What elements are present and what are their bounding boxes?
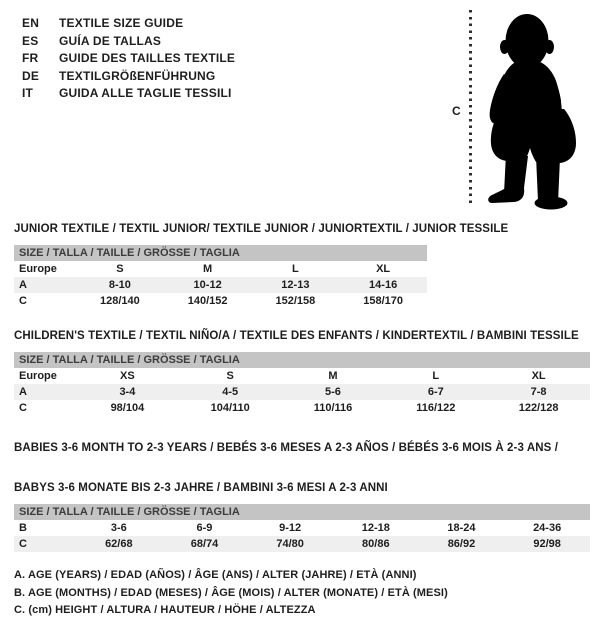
toddler-silhouette-image <box>480 4 595 211</box>
table-cell: M <box>203 263 213 275</box>
table-row <box>14 400 590 416</box>
table-cell: 12-13 <box>252 277 340 293</box>
babies-size-table <box>14 504 590 552</box>
table-cell: 158/170 <box>363 295 403 307</box>
size-table <box>14 520 590 552</box>
table-cell: 86/92 <box>419 536 505 552</box>
language-code: ES <box>22 33 39 48</box>
table-row <box>14 368 590 384</box>
language-row <box>22 33 235 51</box>
table-cell: 122/128 <box>518 402 559 414</box>
language-title: GUIDA ALLE TAGLIE TESSILI <box>59 86 232 100</box>
table-cell: 9-12 <box>279 522 302 534</box>
table-cell: 68/74 <box>162 536 248 552</box>
legend-line-a: A. AGE (YEARS) / EDAD (AÑOS) / ÂGE (ANS) / ALTER (JAHRE) / ETÀ (ANNI) <box>14 569 417 581</box>
language-row <box>22 85 235 103</box>
table-header-bar: SIZE / TALLA / TAILLE / GRÖSSE / TAGLIA <box>14 504 590 520</box>
table-cell: 104/110 <box>210 402 250 414</box>
table-cell: XL <box>376 263 391 275</box>
row-label-cell: A <box>14 277 76 293</box>
table-header-bar: SIZE / TALLA / TAILLE / GRÖSSE / TAGLIA <box>14 352 590 368</box>
language-row <box>22 15 235 33</box>
table-cell: 128/140 <box>99 295 140 307</box>
table-cell: S <box>116 263 124 275</box>
row-label-cell: C <box>19 402 27 414</box>
table-cell: 14-16 <box>339 277 427 293</box>
height-marker-label: C <box>452 104 461 118</box>
table-cell: 62/68 <box>76 536 162 552</box>
row-label-cell: C <box>19 295 27 307</box>
table-cell: L <box>432 370 440 382</box>
language-code: DE <box>22 68 40 83</box>
section-childrens-textile <box>0 328 600 416</box>
table-row <box>14 384 590 400</box>
table-cell: 24-36 <box>533 522 562 534</box>
legend-block <box>14 567 600 620</box>
table-cell: 3-6 <box>110 522 127 534</box>
language-code: FR <box>22 51 39 65</box>
section-title: JUNIOR TEXTILE / TEXTIL JUNIOR/ TEXTILE JUNIOR / JUNIORTEXTIL / JUNIOR TESSILE <box>14 223 509 235</box>
height-measure-dashed-line <box>469 10 472 206</box>
table-cell: 5-6 <box>282 384 385 400</box>
table-row <box>14 536 590 552</box>
row-label-cell: C <box>14 536 76 552</box>
table-row <box>14 277 427 293</box>
table-cell: 8-10 <box>76 277 164 293</box>
section-title: CHILDREN'S TEXTILE / TEXTIL NIÑO/A / TEXTILE DES ENFANTS / KINDERTEXTIL / BAMBINI TESSILE <box>14 330 579 342</box>
table-cell: 74/80 <box>247 536 333 552</box>
junior-size-table <box>14 245 427 309</box>
table-cell: 18-24 <box>447 522 476 534</box>
table-cell: 152/158 <box>275 295 316 307</box>
row-label-cell: A <box>14 384 76 400</box>
table-cell: 6-9 <box>196 522 213 534</box>
language-title: TEXTILGRÖßENFÜHRUNG <box>59 68 216 83</box>
row-label-cell: Europe <box>19 370 57 382</box>
table-cell: 98/104 <box>110 402 145 414</box>
legend-line-c: C. (cm) HEIGHT / ALTURA / HAUTEUR / HÖHE / ALTEZZA <box>14 604 316 616</box>
section-title: BABIES 3-6 MONTH TO 2-3 YEARS / BEBÉS 3-6 MESES A 2-3 AÑOS / BÉBÉS 3-6 MOIS À 2-3 ANS / <box>14 442 558 454</box>
table-row <box>14 293 427 309</box>
table-cell: 116/122 <box>416 402 456 414</box>
language-title: GUIDE DES TAILLES TEXTILE <box>59 51 236 65</box>
table-cell: S <box>226 370 234 382</box>
language-title: GUÍA DE TALLAS <box>59 33 162 48</box>
table-cell: M <box>328 370 338 382</box>
table-cell: 3-4 <box>76 384 179 400</box>
table-cell: XS <box>120 370 135 382</box>
table-cell: 10-12 <box>164 277 252 293</box>
table-cell: 80/86 <box>333 536 419 552</box>
section-junior-textile <box>0 221 600 309</box>
section-title-line-2: BABYS 3-6 MONATE BIS 2-3 JAHRE / BAMBINI 3-6 MESI A 2-3 ANNI <box>14 482 388 494</box>
language-row <box>22 50 235 68</box>
table-cell: 7-8 <box>487 384 590 400</box>
table-row <box>14 520 590 536</box>
row-label-cell: B <box>19 522 27 534</box>
size-table <box>14 261 427 309</box>
table-cell: 6-7 <box>384 384 487 400</box>
language-title: TEXTILE SIZE GUIDE <box>59 16 184 30</box>
table-header-bar: SIZE / TALLA / TAILLE / GRÖSSE / TAGLIA <box>14 245 427 261</box>
childrens-size-table <box>14 352 590 416</box>
table-cell: 12-18 <box>361 522 390 534</box>
section-babies-textile <box>0 440 600 552</box>
table-cell: L <box>292 263 299 275</box>
language-row <box>22 68 235 86</box>
table-cell: 140/152 <box>187 295 228 307</box>
table-cell: 4-5 <box>179 384 282 400</box>
table-cell: XL <box>531 370 546 382</box>
table-cell: 92/98 <box>504 536 590 552</box>
table-cell: 110/116 <box>313 402 353 414</box>
language-title-list <box>0 0 235 103</box>
legend-line-b: B. AGE (MONTHS) / EDAD (MESES) / ÂGE (MOIS) / ALTER (MONATE) / ETÀ (MESI) <box>14 586 448 599</box>
language-code: IT <box>22 86 34 100</box>
size-table <box>14 368 590 416</box>
language-code: EN <box>22 16 40 30</box>
height-figure <box>452 4 598 212</box>
row-label-cell: Europe <box>19 263 57 275</box>
table-row <box>14 261 427 277</box>
header-block <box>0 0 600 212</box>
